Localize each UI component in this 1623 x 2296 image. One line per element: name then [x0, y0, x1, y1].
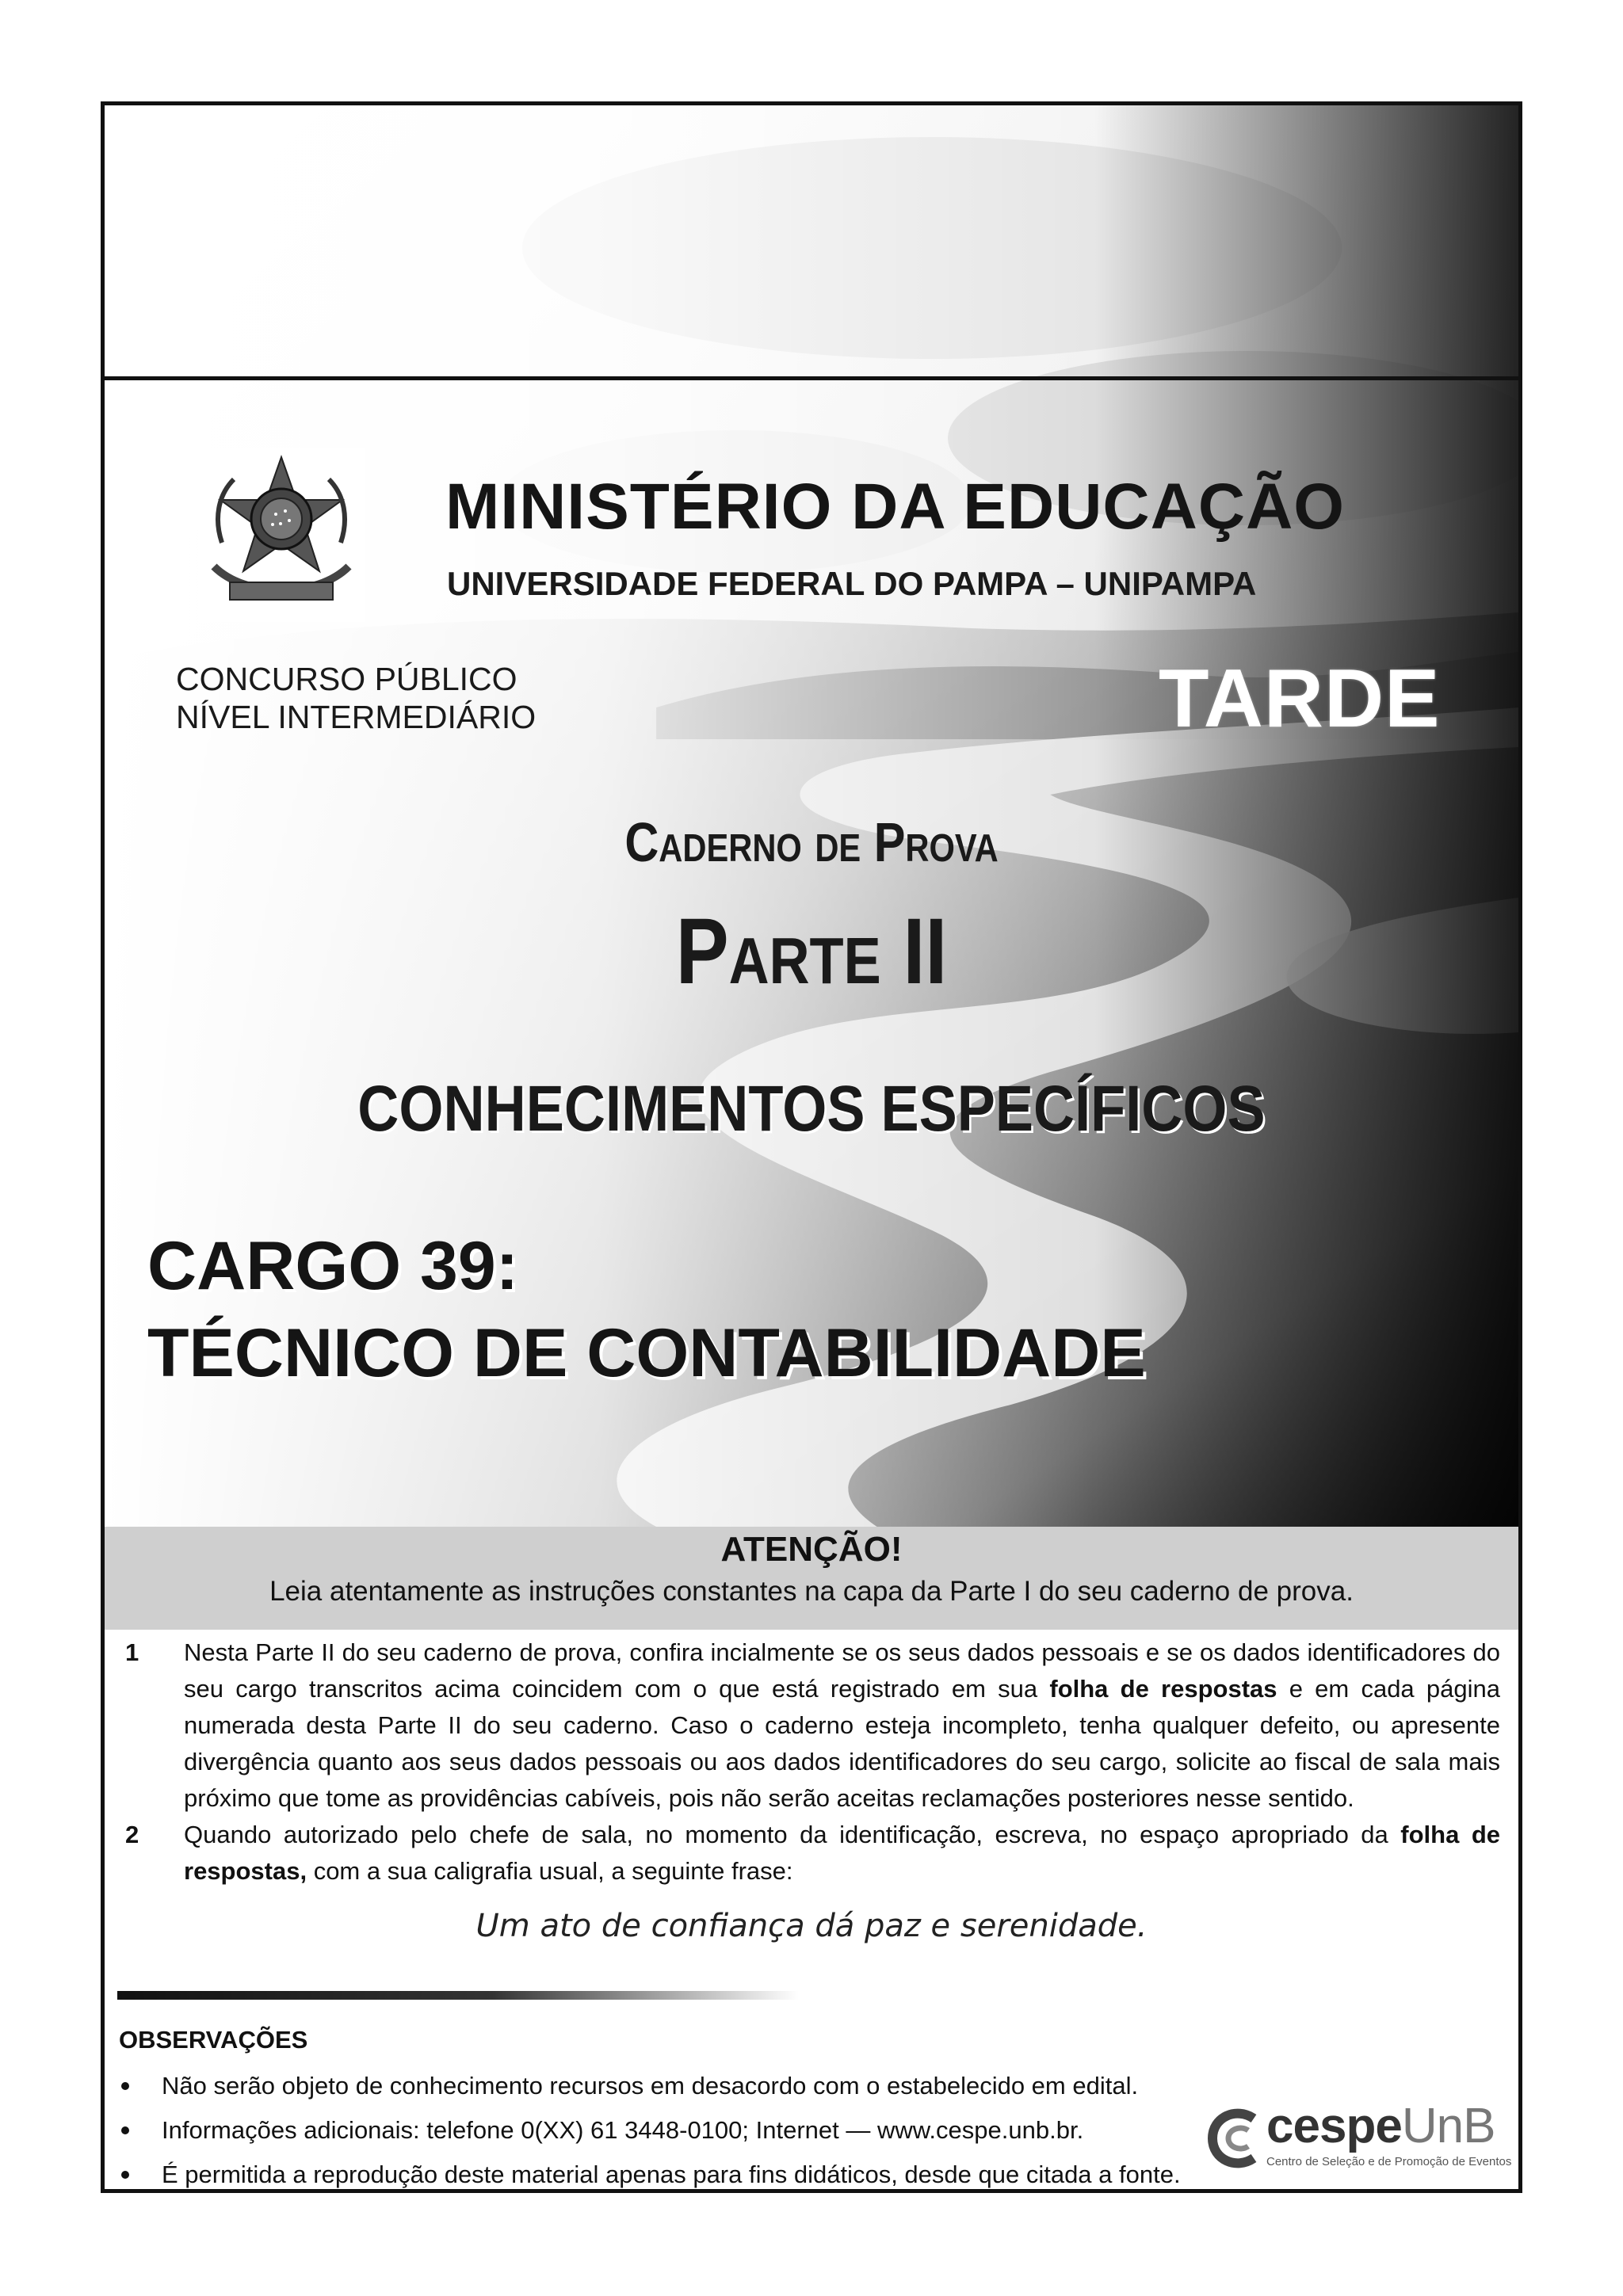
attention-banner	[105, 1527, 1518, 1630]
contest-level: NÍVEL INTERMEDIÁRIO	[176, 699, 537, 735]
cespe-unb-logo	[1205, 2099, 1512, 2178]
list-item: Informações adicionais: telefone 0(XX) 61 3448-0100; Internet — www.cespe.unb.br.	[119, 2112, 1181, 2157]
page-frame	[101, 101, 1522, 2193]
cespe-swirl-icon	[1205, 2103, 1268, 2174]
instruction-2	[125, 1817, 1500, 1890]
bullet-icon	[121, 2171, 129, 2179]
attention-title: ATENÇÃO!	[720, 1530, 903, 1569]
position-title	[147, 1222, 1146, 1397]
instruction-text: Nesta Parte II do seu caderno de prova, confira incialmente se os seus dados pessoais e se os dados identificadores do seu cargo transcritos acima coincidem com o que está registrado em sua folha de respostas e em cada página numerada desta Parte II do seu caderno. Caso o caderno esteja incompleto, tenha qualquer defeito, ou apresente divergência quanto aos seus dados pessoais ou aos dados identificadores do seu cargo, solicite ao fiscal de sala mais próximo que tome as providências cabíveis, pois não serão aceitas reclamações posteriores nesse sentido.	[184, 1638, 1500, 1812]
shift-label: TARDE	[1159, 653, 1441, 745]
handwriting-phrase: Um ato de confiança dá paz e serenidade.	[475, 1908, 1148, 1944]
booklet-title: Caderno de Prova	[624, 811, 999, 873]
header-blank-box	[105, 105, 1518, 380]
instruction-number: 2	[125, 1821, 139, 1848]
subject-title: CONHECIMENTOS ESPECÍFICOS	[357, 1073, 1266, 1145]
logo-tagline: Centro de Seleção e de Promoção de Eventos	[1266, 2155, 1512, 2168]
observations-title: OBSERVAÇÕES	[119, 2026, 308, 2054]
instruction-text: Quando autorizado pelo chefe de sala, no momento da identificação, escreva, no espaço apropriado da folha de respostas, com a sua caligrafia usual, a seguinte frase:	[184, 1821, 1500, 1885]
bullet-icon	[121, 2082, 129, 2090]
list-item: É permitida a reprodução deste material apenas para fins didáticos, desde que citada a fonte.	[119, 2157, 1181, 2193]
list-item: Não serão objeto de conhecimento recursos em desacordo com o estabelecido em edital.	[119, 2068, 1181, 2112]
position-number: CARGO 39:	[147, 1228, 519, 1304]
section-divider	[117, 1991, 799, 2000]
contest-info	[176, 660, 536, 736]
university-name: UNIVERSIDADE FEDERAL DO PAMPA – UNIPAMPA	[447, 565, 1257, 602]
part-title: Parte II	[675, 899, 948, 1004]
ministry-title: MINISTÉRIO DA EDUCAÇÃO	[445, 471, 1346, 543]
logo-wordmark: cespeUnB	[1266, 2099, 1495, 2153]
brazil-coat-of-arms-icon	[198, 448, 365, 622]
contest-type: CONCURSO PÚBLICO	[176, 661, 517, 697]
instruction-number: 1	[125, 1638, 139, 1666]
position-name: TÉCNICO DE CONTABILIDADE	[147, 1315, 1146, 1391]
attention-text: Leia atentamente as instruções constantes na capa da Parte I do seu caderno de prova.	[269, 1576, 1354, 1607]
instruction-1	[125, 1634, 1500, 1817]
bullet-icon	[121, 2126, 129, 2134]
observations-list	[119, 2068, 1181, 2193]
